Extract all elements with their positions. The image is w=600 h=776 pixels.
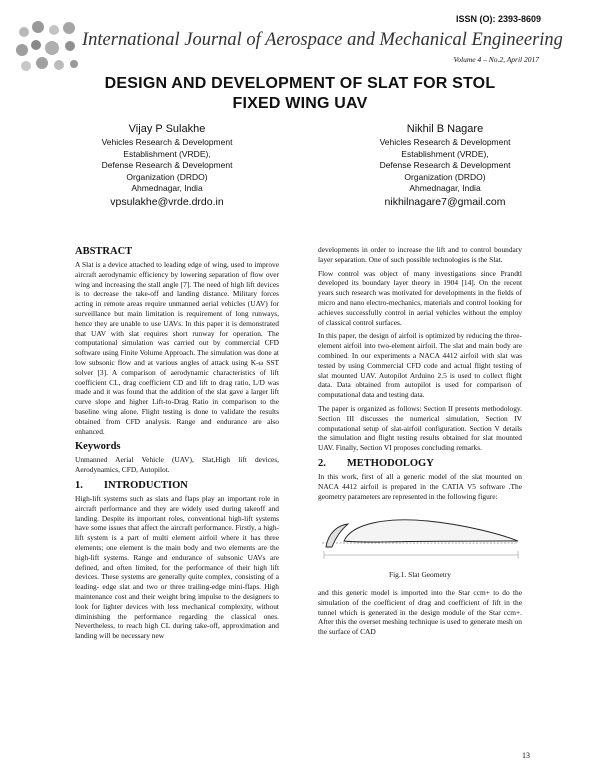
methodology-heading: 2. METHODOLOGY xyxy=(318,457,434,469)
body-paragraph: Flow control was object of many investigations since Prandtl developed its boundary layer theory in 1904 [14]. On the recent years such research was motivated for developments in the fields of micro and nano electro-mechanics, materials and control looking for achieves successfully control in aerial vehicles without the employ of classical control surfaces. xyxy=(318,268,522,327)
author-email: vpsulakhe@vrde.drdo.in xyxy=(110,195,224,208)
slat-geometry-figure xyxy=(318,511,522,563)
methodology-text: In this work, first of all a generic model of the slat mounted on NACA 4412 airfoil is prepared in the CATIA V5 software .The geometry parameters are represented in the following figure: xyxy=(318,471,522,501)
author-affiliation-line: Ahmednagar, India xyxy=(131,183,203,193)
author-block-1 xyxy=(52,122,282,209)
author-affiliation-line: Organization (DRDO) xyxy=(126,171,208,182)
body-paragraph: The paper is organized as follows: Section II presents methodology. Section III discusses the numerical simulation, Section IV computational setup of slat-airfoil configuration. Section V details the simulation and flight testing results obtained for slat mounted UAV. Finally, Section VI proposes concluding remarks. xyxy=(318,403,522,453)
page-number: 13 xyxy=(522,751,530,760)
body-paragraph: and this generic model is imported into the Star ccm+ to do the simulation of the coefficient of drag and coefficient of lift in the tunnel which is generated in the design module of the Star ccm+. After this the overset meshing technique is used to generate mesh on the surface of CAD xyxy=(318,587,522,637)
paper-title-line-2: FIXED WING UAV xyxy=(232,95,368,112)
author-affiliation-line: Organization (DRDO) xyxy=(404,171,486,182)
author-affiliation-line: Ahmednagar, India xyxy=(409,183,481,193)
abstract-heading: ABSTRACT xyxy=(75,246,133,257)
author-name: Nikhil B Nagare xyxy=(406,123,484,135)
author-affiliation-line: Vehicles Research & Development xyxy=(101,137,233,147)
paper-title-line-1: DESIGN AND DEVELOPMENT OF SLAT FOR STOL xyxy=(104,75,496,92)
journal-logo xyxy=(14,18,80,76)
author-email: nikhilnagare7@gmail.com xyxy=(384,195,506,208)
keywords-text: Unmanned Aerial Vehicle (UAV), Slat,High lift devices, Aerodynamics, CFD, Autopilot. xyxy=(75,455,279,475)
issn-number: ISSN (O): 2393-8609 xyxy=(455,14,541,24)
journal-title: International Journal of Aerospace and Mechanical Engineering xyxy=(82,30,563,50)
author-block-2 xyxy=(330,122,560,209)
body-paragraph: In this paper, the design of airfoil is optimized by reducing the three-element airfoil into two-element airfoil. The slat and main body are combined. In our experiments a NACA 4412 airfoil with slat was tested by using Commercial CFD code and actual flight testing of slat mounted UAV. Autopilot Arduino 2.5 is used to collect flight data. Data obtained from autopilot is used for comparison of computational data and testing data. xyxy=(318,331,522,400)
author-affiliation-line: Establishment (VRDE), xyxy=(123,148,211,159)
left-column xyxy=(75,245,279,645)
right-column xyxy=(318,245,522,641)
author-affiliation-line: Defense Research & Development xyxy=(101,160,233,170)
author-affiliation-line: Defense Research & Development xyxy=(379,160,511,170)
author-affiliation-line: Establishment (VRDE), xyxy=(401,148,489,159)
body-paragraph: developments in order to increase the lift and to control boundary layer separation. One of such possible technologies is the Slat. xyxy=(318,245,522,264)
introduction-text: High-lift systems such as slats and flaps play an important role in aircraft performance and they are widely used during takeoff and landing. Despite its important roles, conventional high-lift systems have some issues that affect the aircraft performance. Firstly, a high-lift system is a part of multi element airfoil where it has three elements; one element is the main body and two elements are the high-lift systems. Range and endurance of subsonic UAVs are defined, and often limited, for the performance of their high lift devices. These systems are generally quite complex, consisting of a leading- edge slat and two or three trailing-edge mini-flaps. High maintenance cost and their weight bring impulse to the designers to look for lighter devices with less mechanical complexity, without diminishing the performance regarding the classical ones. Nevertheless, to reach high CL during take-off, approximation and landing will be necessary new xyxy=(75,493,279,641)
introduction-heading: 1. INTRODUCTION xyxy=(75,479,188,491)
author-name: Vijay P Sulakhe xyxy=(128,123,206,135)
author-affiliation-line: Vehicles Research & Development xyxy=(379,137,511,147)
figure-caption: Fig.1. Slat Geometry xyxy=(389,570,451,580)
abstract-text: A Slat is a device attached to leading edge of wing, used to improve aircraft aerodynamic efficiency by lowering separation of flow over wing and increasing the stall angle [7]. The need of high lift devices is to decrease the take-off and landing distance. Military forces acting in remote areas require unmanned aerial vehicles (UAV) for surveillance but main limitation is requirement of long runways, hence they are unable to use UAVs. In this paper it is demonstrated that UAV with slat requires short runway for operation. The computational simulation was carried out by commercial CFD software using Finite Volume Approach. The simulation was done at low subsonic flow and at various angles of attack using K-ω SST solver [3]. A comparison of aerodynamic characteristics of lift coefficient CL, drag coefficient CD and lift to drag ratio, L/D was made and it was found that the addition of the slat gave a larger lift curve slope and higher Lift-to-Drag Ratio in comparison to the baseline wing alone. Flight testing is done to validate the results obtained from CFD analysis. Range and endurance are also enhanced. xyxy=(75,260,279,436)
paper-title xyxy=(60,74,540,114)
journal-volume: Volume 4 – No.2, April 2017 xyxy=(453,55,539,64)
keywords-heading: Keywords xyxy=(75,441,121,453)
